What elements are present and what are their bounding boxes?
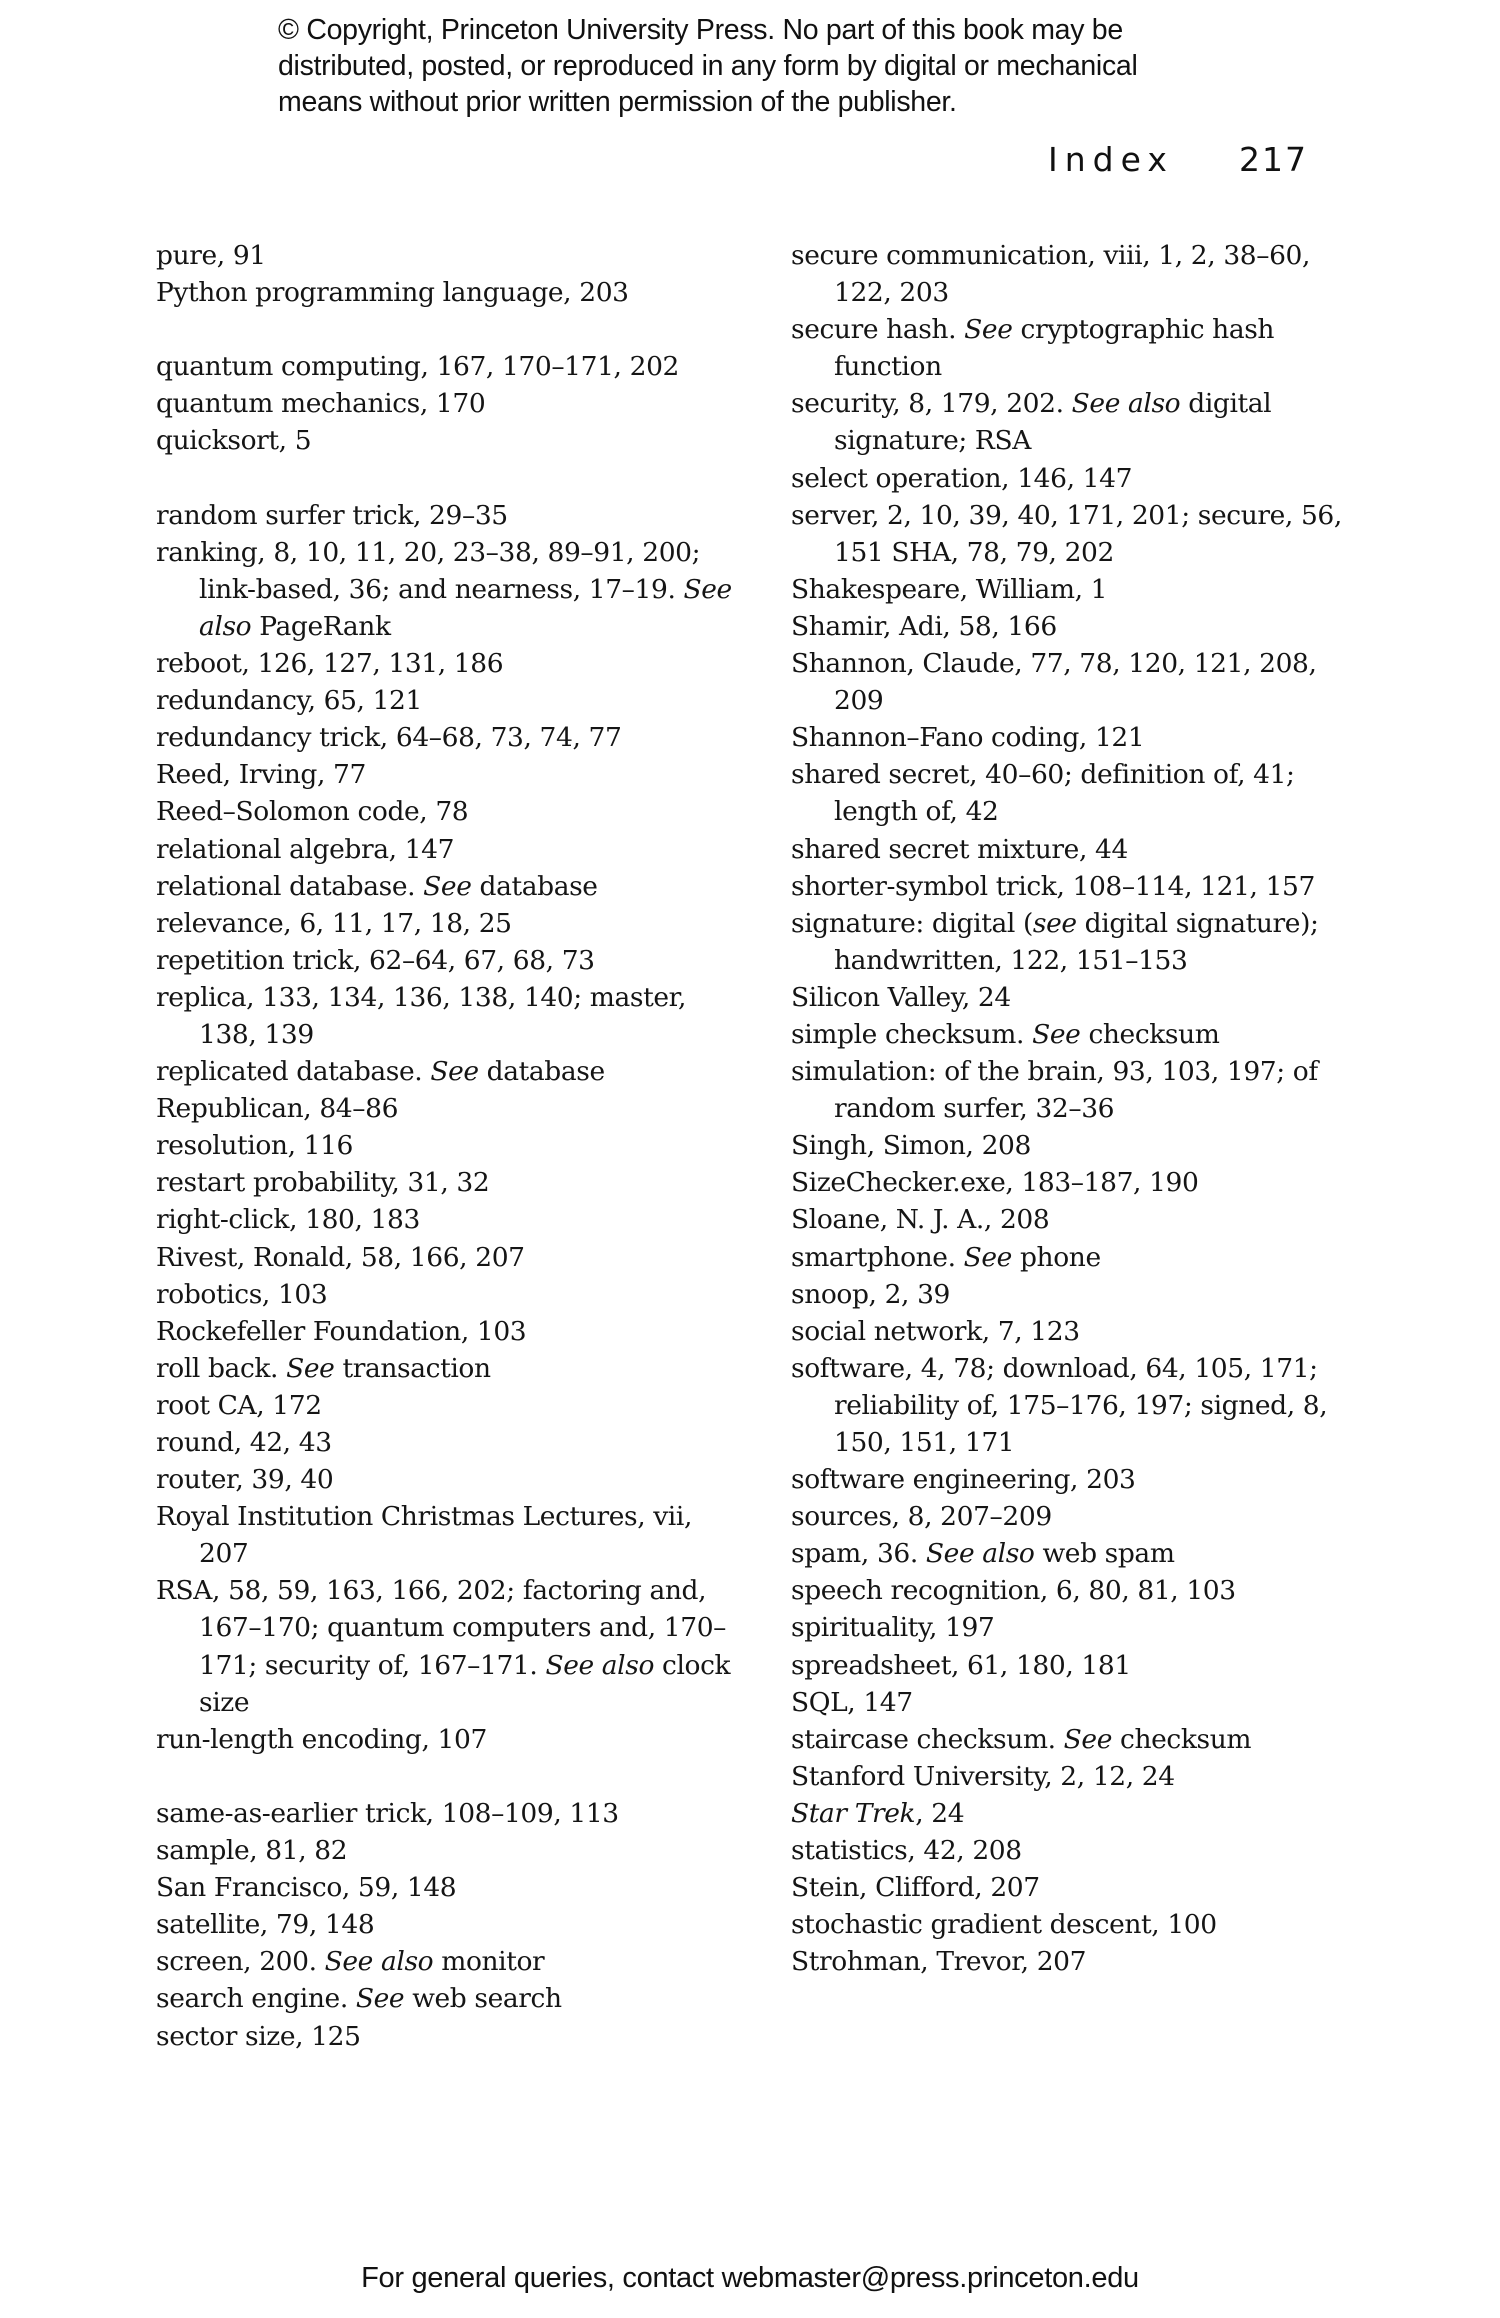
- entry-text: roll back.: [156, 1352, 287, 1384]
- index-entry: [791, 1795, 1351, 1832]
- index-entry: quicksort, 5: [156, 425, 312, 457]
- index-entry: redundancy, 65, 121: [156, 685, 422, 717]
- index-entry: shorter-symbol trick, 108–114, 121, 157: [791, 870, 1315, 902]
- index-entry: restart probability, 31, 32: [156, 1167, 490, 1199]
- entry-text: phone: [1011, 1241, 1101, 1273]
- entry-text: checksum: [1080, 1018, 1220, 1050]
- cross-reference-label: See: [355, 1983, 405, 2015]
- cross-reference-label: Star Trek: [791, 1797, 916, 1829]
- index-entry: quantum mechanics, 170: [156, 388, 486, 420]
- entry-text: security, 8, 179, 202.: [791, 388, 1072, 420]
- index-entry: [156, 868, 746, 905]
- entry-text: staircase checksum.: [791, 1723, 1064, 1755]
- index-entry: Shakespeare, William, 1: [791, 573, 1108, 605]
- footer-contact: For general queries, contact webmaster@press.princeton.edu: [361, 2262, 1139, 2294]
- index-entry: Republican, 84–86: [156, 1093, 399, 1125]
- index-entry: satellite, 79, 148: [156, 1909, 375, 1941]
- entry-text: web spam: [1034, 1538, 1175, 1570]
- index-entry: server, 2, 10, 39, 40, 171, 201; secure, 56, 151 SHA, 78, 79, 202: [791, 499, 1342, 568]
- copyright-line: © Copyright, Princeton University Press. No part of this book may be: [278, 14, 1123, 46]
- index-entry: Sloane, N. J. A., 208: [791, 1204, 1050, 1236]
- entry-text: secure hash.: [791, 314, 965, 346]
- index-entry: Strohman, Trevor, 207: [791, 1946, 1087, 1978]
- entry-text: database: [478, 1056, 605, 1088]
- index-entry: [791, 905, 1351, 979]
- index-entry: Python programming language, 203: [156, 277, 629, 309]
- cross-reference-label: See: [430, 1056, 479, 1088]
- entry-text: monitor: [433, 1946, 545, 1978]
- index-entry: [156, 1943, 746, 1980]
- index-entry: root CA, 172: [156, 1389, 322, 1421]
- letter-group-gap: [156, 460, 746, 497]
- letter-group-gap: [156, 311, 746, 348]
- entry-text: digital signature); handwritten, 122, 151–153: [834, 907, 1319, 976]
- index-column-right: [791, 237, 1351, 1980]
- cross-reference-label: See also: [199, 573, 732, 642]
- index-entry: Silicon Valley, 24: [791, 981, 1011, 1013]
- index-entry: sector size, 125: [156, 2020, 361, 2052]
- index-entry: secure communication, viii, 1, 2, 38–60, 122, 203: [791, 240, 1311, 309]
- index-entry: [791, 1721, 1351, 1758]
- index-entry: repetition trick, 62–64, 67, 68, 73: [156, 944, 595, 976]
- index-entry: spreadsheet, 61, 180, 181: [791, 1649, 1131, 1681]
- index-entry: [156, 1572, 746, 1720]
- index-entry: resolution, 116: [156, 1130, 354, 1162]
- index-entry: sources, 8, 207–209: [791, 1501, 1052, 1533]
- index-entry: robotics, 103: [156, 1278, 328, 1310]
- cross-reference-label: See also: [324, 1946, 434, 1978]
- letter-group-gap: [156, 1758, 746, 1795]
- entry-text: , 24: [915, 1797, 965, 1829]
- cross-reference-label: See also: [925, 1538, 1035, 1570]
- index-entry: shared secret mixture, 44: [791, 833, 1128, 865]
- index-entry: shared secret, 40–60; definition of, 41; length of, 42: [791, 759, 1295, 828]
- index-entry: [791, 311, 1351, 385]
- cross-reference-label: See also: [545, 1649, 655, 1681]
- entry-text: transaction: [334, 1352, 491, 1384]
- index-column-left: [156, 237, 746, 2055]
- index-entry: [156, 534, 746, 645]
- entry-text: checksum: [1112, 1723, 1252, 1755]
- index-entry: relevance, 6, 11, 17, 18, 25: [156, 907, 512, 939]
- running-head: [1048, 140, 1308, 190]
- index-entry: Stein, Clifford, 207: [791, 1872, 1040, 1904]
- index-entry: [791, 1535, 1351, 1572]
- cross-reference-label: See: [963, 1241, 1012, 1273]
- index-entry: [156, 1350, 746, 1387]
- index-entry: [791, 1239, 1351, 1276]
- index-entry: right-click, 180, 183: [156, 1204, 420, 1236]
- index-entry: random surfer trick, 29–35: [156, 499, 508, 531]
- index-entry: SQL, 147: [791, 1686, 913, 1718]
- index-entry: simulation: of the brain, 93, 103, 197; of random surfer, 32–36: [791, 1056, 1318, 1125]
- index-entry: Royal Institution Christmas Lectures, vii, 207: [156, 1501, 692, 1570]
- index-entry: pure, 91: [156, 240, 266, 271]
- index-entry: select operation, 146, 147: [791, 462, 1133, 494]
- index-entry: run-length encoding, 107: [156, 1723, 487, 1755]
- entry-text: relational database.: [156, 870, 424, 902]
- index-entry: social network, 7, 123: [791, 1315, 1080, 1347]
- index-entry: [791, 1016, 1351, 1053]
- entry-text: cryptographic hash function: [834, 314, 1275, 383]
- index-entry: snoop, 2, 39: [791, 1278, 951, 1310]
- index-entry: Reed–Solomon code, 78: [156, 796, 469, 828]
- index-entry: reboot, 126, 127, 131, 186: [156, 648, 504, 680]
- entry-text: ranking, 8, 10, 11, 20, 23–38, 89–91, 200; link-based, 36; and nearness, 17–19.: [156, 536, 701, 605]
- cross-reference-label: See also: [1071, 388, 1181, 420]
- cross-reference-label: See: [423, 870, 472, 902]
- index-entry: stochastic gradient descent, 100: [791, 1909, 1217, 1941]
- entry-text: spam, 36.: [791, 1538, 926, 1570]
- entry-text: clock size: [199, 1649, 731, 1718]
- cross-reference-label: See: [1063, 1723, 1112, 1755]
- index-entry: Shamir, Adi, 58, 166: [791, 610, 1057, 642]
- index-entry: Reed, Irving, 77: [156, 759, 366, 791]
- entry-text: signature: digital (: [791, 907, 1033, 939]
- index-entry: SizeChecker.exe, 183–187, 190: [791, 1167, 1199, 1199]
- index-entry: Rockefeller Foundation, 103: [156, 1315, 527, 1347]
- index-entry: San Francisco, 59, 148: [156, 1872, 457, 1904]
- index-entry: [156, 1980, 746, 2017]
- entry-text: PageRank: [251, 610, 391, 642]
- index-entry: Singh, Simon, 208: [791, 1130, 1031, 1162]
- copyright-line: means without prior written permission of the publisher.: [278, 86, 957, 118]
- index-entry: relational algebra, 147: [156, 833, 455, 865]
- index-entry: software engineering, 203: [791, 1464, 1136, 1496]
- index-entry: Rivest, Ronald, 58, 166, 207: [156, 1241, 525, 1273]
- index-entry: statistics, 42, 208: [791, 1835, 1022, 1867]
- index-entry: Shannon–Fano coding, 121: [791, 722, 1145, 754]
- index-entry: [791, 385, 1351, 459]
- cross-reference-label: see: [1032, 907, 1077, 939]
- entry-text: digital signature; RSA: [834, 388, 1272, 457]
- index-entry: Shannon, Claude, 77, 78, 120, 121, 208, 209: [791, 648, 1317, 717]
- index-entry: sample, 81, 82: [156, 1835, 348, 1867]
- cross-reference-label: See: [1032, 1018, 1081, 1050]
- entry-text: replicated database.: [156, 1056, 431, 1088]
- index-entry: router, 39, 40: [156, 1464, 334, 1496]
- section-label: Index: [1048, 140, 1174, 179]
- index-entry: spirituality, 197: [791, 1612, 995, 1644]
- index-entry: quantum computing, 167, 170–171, 202: [156, 351, 679, 383]
- entry-text: search engine.: [156, 1983, 356, 2015]
- copyright-line: distributed, posted, or reproduced in any form by digital or mechanical: [278, 50, 1138, 82]
- page-number: 217: [1239, 140, 1308, 179]
- entry-text: simple checksum.: [791, 1018, 1033, 1050]
- index-entry: same-as-earlier trick, 108–109, 113: [156, 1797, 619, 1829]
- index-entry: redundancy trick, 64–68, 73, 74, 77: [156, 722, 622, 754]
- entry-text: RSA, 58, 59, 163, 166, 202; factoring and, 167–170; quantum computers and, 170–171; security of, 167–171.: [156, 1575, 727, 1681]
- copyright-notice: [278, 12, 1278, 120]
- index-entry: [156, 1053, 746, 1090]
- cross-reference-label: See: [286, 1352, 335, 1384]
- index-entry: software, 4, 78; download, 64, 105, 171; reliability of, 175–176, 197; signed, 8, 150, 151, 171: [791, 1352, 1328, 1458]
- entry-text: web search: [404, 1983, 562, 2015]
- index-entry: Stanford University, 2, 12, 24: [791, 1760, 1175, 1792]
- index-entry: replica, 133, 134, 136, 138, 140; master, 138, 139: [156, 981, 687, 1050]
- index-entry: round, 42, 43: [156, 1427, 332, 1458]
- entry-text: database: [471, 870, 598, 902]
- entry-text: smartphone.: [791, 1241, 964, 1273]
- cross-reference-label: See: [964, 314, 1013, 346]
- index-entry: speech recognition, 6, 80, 81, 103: [791, 1575, 1236, 1607]
- entry-text: screen, 200.: [156, 1946, 325, 1978]
